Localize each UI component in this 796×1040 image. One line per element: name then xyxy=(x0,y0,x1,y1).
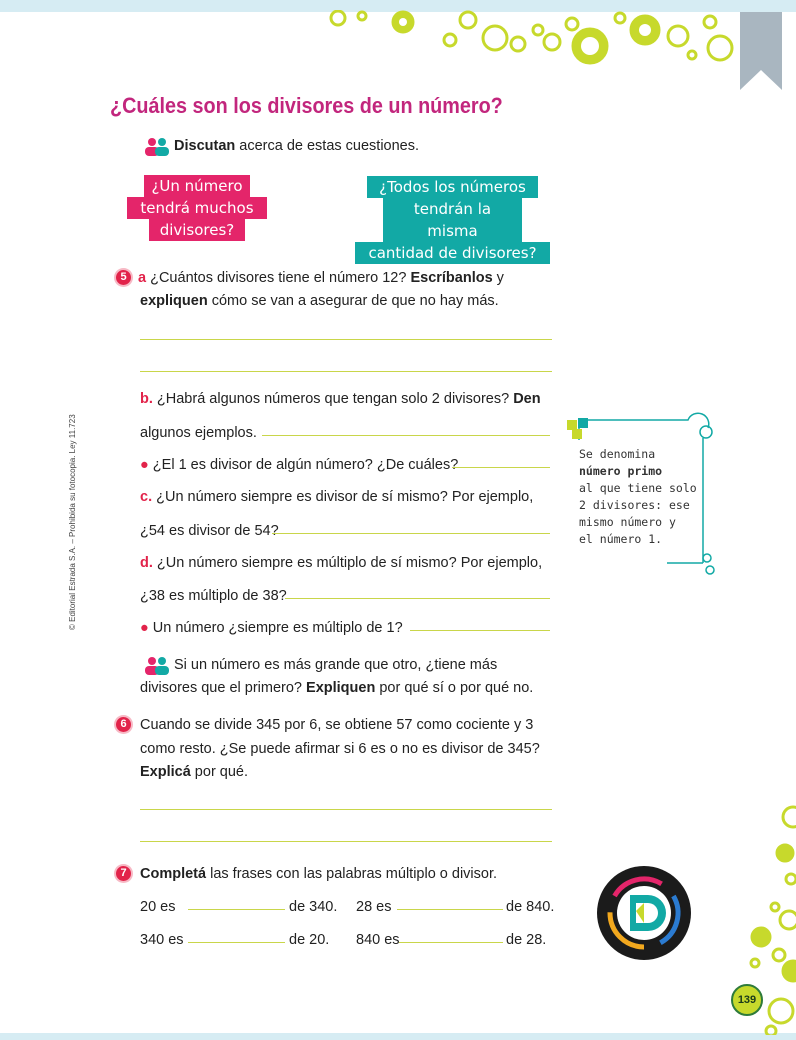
question-bubble-pink: ¿Un número tendrá muchos divisores? xyxy=(127,175,267,241)
q5-extra-line2: divisores que el primero? Expliquen por qué sí o por qué no. xyxy=(140,680,534,696)
answer-line[interactable] xyxy=(285,597,550,599)
q5a-line1: a ¿Cuántos divisores tiene el número 12? Escríbanlos y xyxy=(138,270,504,286)
q5c-line2: ¿54 es divisor de 54? xyxy=(140,523,279,539)
q5d-bullet: ● Un número ¿siempre es múltiplo de 1? xyxy=(140,620,403,636)
q7-r1c2-b: de 840. xyxy=(506,899,555,915)
answer-line[interactable] xyxy=(140,338,552,340)
answer-line[interactable] xyxy=(262,434,550,436)
question-number-5: 5 xyxy=(116,270,131,285)
q5-extra-line1: Si un número es más grande que otro, ¿tiene más xyxy=(174,657,498,673)
answer-line[interactable] xyxy=(272,532,550,534)
answer-line[interactable] xyxy=(140,808,552,810)
q7-r2c1-a: 340 es xyxy=(140,932,184,948)
logo-icon xyxy=(596,865,692,961)
q7-r1c1-b: de 340. xyxy=(289,899,338,915)
people-icon xyxy=(142,656,172,676)
q7-r2c1-b: de 20. xyxy=(289,932,330,948)
decorative-circles-top xyxy=(300,10,780,80)
q5d-line1: d. ¿Un número siempre es múltiplo de sí mismo? Por ejemplo, xyxy=(140,555,543,571)
q7-r2c2-b: de 28. xyxy=(506,932,547,948)
answer-line[interactable] xyxy=(397,908,503,910)
q5d-line2: ¿38 es múltiplo de 38? xyxy=(140,588,287,604)
q6-line3: Explicá por qué. xyxy=(140,764,249,780)
page-number: 139 xyxy=(731,984,763,1016)
answer-line[interactable] xyxy=(188,908,285,910)
q7-r2c2-a: 840 es xyxy=(356,932,400,948)
puzzle-icon xyxy=(564,414,594,442)
people-icon xyxy=(142,137,172,157)
answer-line[interactable] xyxy=(452,466,550,468)
q5b-line1: b. ¿Habrá algunos números que tengan solo 2 divisores? Den xyxy=(140,391,541,407)
bookmark-icon xyxy=(740,12,782,92)
side-credit: © Editorial Estrada S.A. – Prohibida su fotocopia. Ley 11.723 xyxy=(68,414,77,630)
answer-line[interactable] xyxy=(410,629,550,631)
q5a-line2: expliquen cómo se van a asegurar de que no hay más. xyxy=(140,293,499,309)
page-title: ¿Cuáles son los divisores de un número? xyxy=(110,93,503,118)
q7-instruction: Completá las frases con las palabras múltiplo o divisor. xyxy=(140,866,498,882)
intro-text: Discutan acerca de estas cuestiones. xyxy=(174,138,420,154)
q5b-line2: algunos ejemplos. xyxy=(140,425,257,441)
question-number-6: 6 xyxy=(116,717,131,732)
q6-line2: como resto. ¿Se puede afirmar si 6 es o no es divisor de 345? xyxy=(140,741,540,757)
answer-line[interactable] xyxy=(140,840,552,842)
answer-line[interactable] xyxy=(399,941,503,943)
q7-r1c2-a: 28 es xyxy=(356,899,392,915)
q5c-line1: c. ¿Un número siempre es divisor de sí mismo? Por ejemplo, xyxy=(140,489,534,505)
answer-line[interactable] xyxy=(188,941,285,943)
q7-r1c1-a: 20 es xyxy=(140,899,176,915)
bottom-band xyxy=(0,1033,796,1040)
note-text: Se denomina número primo al que tiene solo 2 divisores: ese mismo número y el número 1. xyxy=(579,447,697,546)
q5b-bullet: ● ¿El 1 es divisor de algún número? ¿De cuáles? xyxy=(140,457,459,473)
answer-line[interactable] xyxy=(140,370,552,372)
question-number-7: 7 xyxy=(116,866,131,881)
q6-line1: Cuando se divide 345 por 6, se obtiene 57 como cociente y 3 xyxy=(140,717,534,733)
question-bubble-teal: ¿Todos los números tendrán la misma cantidad de divisores? xyxy=(355,176,550,264)
